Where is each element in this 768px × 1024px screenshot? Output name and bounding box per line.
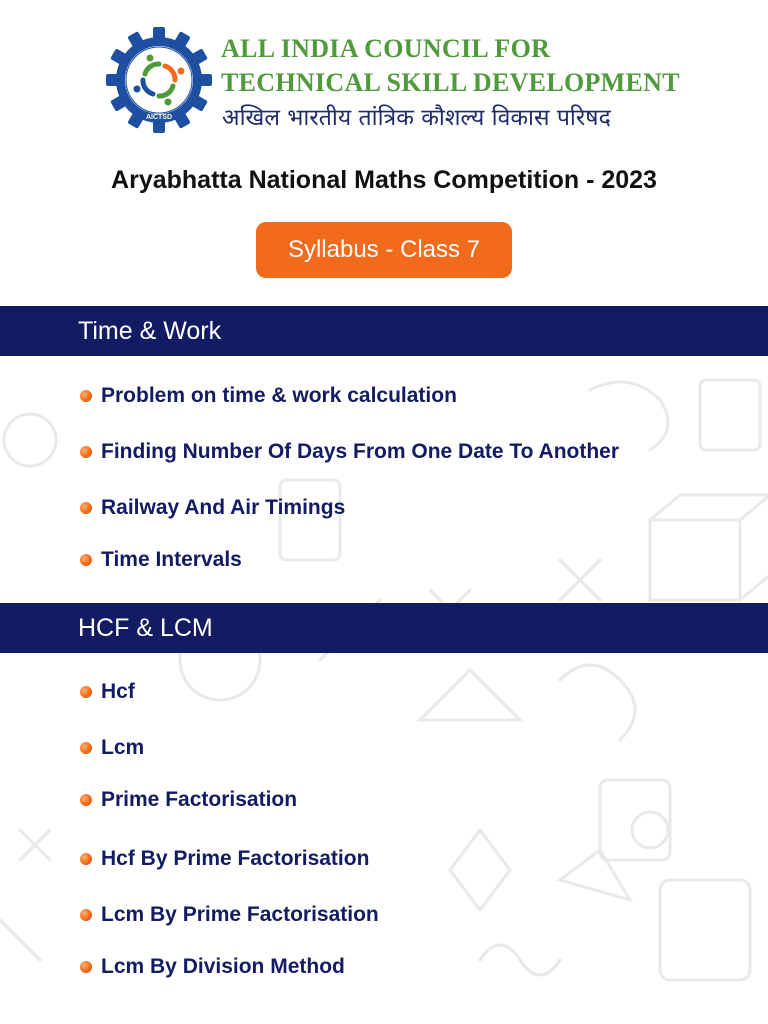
bullet-icon — [80, 909, 92, 921]
document-header — [0, 0, 768, 300]
list-item — [80, 785, 297, 815]
list-item-text: Problem on time & work calculation — [101, 384, 457, 407]
bullet-icon — [80, 686, 92, 698]
list-item-text: Lcm By Division Method — [101, 955, 345, 978]
org-name-line2: TECHNICAL SKILL DEVELOPMENT — [221, 68, 680, 97]
bullet-icon — [80, 961, 92, 973]
org-name-hindi: अखिल भारतीय तांत्रिक कौशल्य विकास परिषद — [222, 105, 611, 131]
list-item-text: Time Intervals — [101, 548, 242, 571]
list-item — [80, 545, 242, 575]
logo-abbr: AICTSD — [145, 114, 173, 121]
bullet-icon — [80, 446, 92, 458]
list-item-text: Railway And Air Timings — [101, 496, 346, 519]
list-item — [80, 437, 619, 467]
bullet-icon — [80, 390, 92, 402]
list-item-text: Hcf — [101, 680, 135, 703]
bullet-icon — [80, 554, 92, 566]
list-item-text: Finding Number Of Days From One Date To Another — [101, 440, 620, 463]
list-item — [80, 493, 345, 523]
section-title: Time & Work — [78, 316, 222, 345]
org-name-line1: ALL INDIA COUNCIL FOR — [221, 34, 551, 63]
section-header-time-work — [0, 306, 768, 356]
section-header-hcf-lcm — [0, 603, 768, 653]
list-item-text: Lcm By Prime Factorisation — [101, 903, 379, 926]
list-item — [80, 952, 345, 982]
aictsd-logo-icon — [106, 27, 212, 133]
list-item-text: Hcf By Prime Factorisation — [101, 847, 370, 870]
list-item-text: Prime Factorisation — [101, 788, 298, 811]
bullet-icon — [80, 502, 92, 514]
list-item — [80, 677, 135, 707]
list-item — [80, 900, 379, 930]
list-item-text: Lcm — [101, 736, 145, 759]
competition-title: Aryabhatta National Maths Competition - 2023 — [111, 166, 657, 194]
list-item — [80, 733, 144, 763]
bullet-icon — [80, 794, 92, 806]
syllabus-label: Syllabus - Class 7 — [287, 236, 481, 263]
bullet-icon — [80, 853, 92, 865]
bullet-icon — [80, 742, 92, 754]
list-item — [80, 844, 369, 874]
list-item — [80, 381, 457, 411]
syllabus-badge — [256, 222, 512, 278]
section-title: HCF & LCM — [78, 613, 213, 642]
